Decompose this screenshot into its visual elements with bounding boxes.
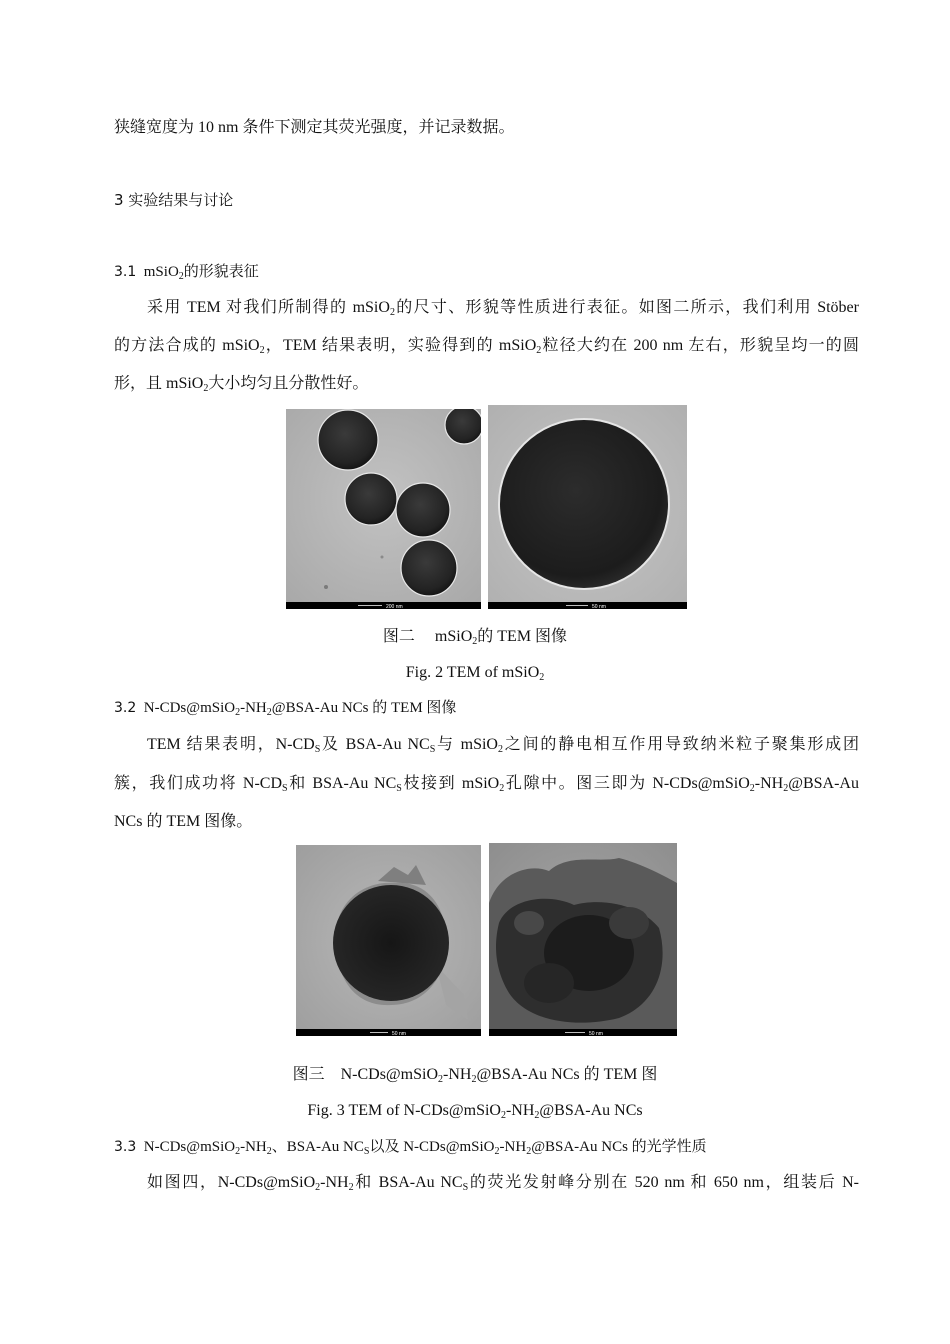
caption-text: 的 TEM 图像	[477, 628, 568, 645]
heading-text: -NH	[240, 1139, 267, 1155]
text: 形，且 mSiO	[114, 375, 204, 392]
section-3-heading	[114, 190, 859, 210]
caption-text: Fig. 3 TEM of N-CDs@mSiO	[307, 1102, 501, 1119]
text: 的荧光发射峰分别在 520 nm 和 650 nm，组装后 N-	[468, 1174, 859, 1191]
subscript: 2	[235, 707, 241, 718]
heading-text: 3 实验结果与讨论	[114, 191, 234, 209]
fig2-tem-image-right	[488, 405, 687, 609]
s33-line-1	[147, 1173, 859, 1193]
subscript: 2	[534, 1110, 540, 1121]
fig2-tem-image-left	[286, 409, 481, 609]
subscript: S	[396, 783, 402, 794]
fig3-tem-image-right	[489, 843, 677, 1036]
fig2-caption-cn	[0, 627, 950, 647]
subscript: 2	[266, 1146, 272, 1157]
caption-text: -NH	[505, 1102, 535, 1119]
text: 与 mSiO	[435, 736, 498, 753]
s32-line-2	[114, 774, 859, 794]
section-number: 3.3	[114, 1139, 137, 1155]
subscript: 2	[389, 307, 395, 318]
text: ，TEM 结果表明，实验得到的 mSiO	[264, 337, 537, 354]
subscript: S	[314, 744, 321, 755]
subscript: 2	[472, 636, 478, 647]
text: -NH	[754, 775, 784, 792]
text: TEM 结果表明，N-CD	[147, 736, 315, 753]
fig3-caption-en	[0, 1101, 950, 1121]
heading-text: 以及 N-CDs@mSiO	[369, 1139, 495, 1155]
s31-line-3	[114, 374, 859, 394]
s31-line-2	[114, 336, 859, 356]
text: 枝接到 mSiO	[401, 775, 500, 792]
text: 及 BSA-Au NC	[320, 736, 430, 753]
heading-text: N-CDs@mSiO	[143, 1139, 236, 1155]
subscript: 2	[348, 1182, 354, 1193]
scale-bar-label: 50 nm	[392, 1031, 406, 1036]
section-3-3-heading	[114, 1137, 859, 1157]
heading-text: @BSA-Au NCs 的 TEM 图像	[271, 700, 457, 716]
subscript: 2	[235, 1146, 241, 1157]
subscript: 2	[536, 345, 542, 356]
caption-text: @BSA-Au NCs	[539, 1102, 643, 1119]
subscript: 2	[266, 707, 272, 718]
subscript: 2	[499, 783, 505, 794]
caption-text: @BSA-Au NCs 的 TEM 图	[476, 1066, 658, 1083]
section-3-1-heading	[114, 262, 859, 282]
text: 大小均匀且分散性好。	[208, 375, 369, 392]
section-number: 3.1	[114, 264, 137, 280]
scale-bar-label: 200 nm	[386, 604, 403, 609]
heading-text: -NH	[240, 700, 267, 716]
subscript: S	[429, 744, 436, 755]
subscript: 2	[178, 271, 184, 282]
text: 的方法合成的 mSiO	[114, 337, 260, 354]
heading-text: -NH	[499, 1139, 527, 1155]
s32-line-3	[114, 812, 859, 832]
heading-text: mSiO	[143, 264, 179, 280]
subscript: 2	[203, 383, 209, 394]
subscript: 2	[498, 744, 503, 755]
text: 的尺寸、形貌等性质进行表征。如图二所示，我们利用 Stöber	[394, 299, 859, 316]
section-3-2-heading	[114, 698, 859, 718]
subscript: 2	[315, 1182, 321, 1193]
text: 和 BSA-Au NC	[353, 1174, 463, 1191]
text: 采用 TEM 对我们所制得的 mSiO	[147, 299, 390, 316]
caption-text: Fig. 2 TEM of mSiO	[405, 664, 540, 681]
subscript: 2	[500, 1110, 506, 1121]
scale-bar-label: 50 nm	[592, 604, 606, 609]
text: @BSA-Au	[788, 775, 859, 792]
section-number: 3.2	[114, 700, 137, 716]
subscript: 2	[749, 783, 755, 794]
fig2-caption-en	[0, 663, 950, 683]
caption-text: 图二 mSiO	[382, 628, 473, 645]
subscript: 2	[494, 1146, 500, 1157]
caption-text: -NH	[443, 1066, 472, 1083]
scale-bar-label: 50 nm	[589, 1031, 603, 1036]
text: 孔隙中。图三即为 N-CDs@mSiO	[504, 775, 750, 792]
paragraph-text: 狭缝宽度为 10 nm 条件下测定其荧光强度，并记录数据。	[114, 119, 515, 136]
fig3-caption-cn	[0, 1065, 950, 1085]
subscript: 2	[526, 1146, 532, 1157]
subscript: 2	[783, 783, 789, 794]
heading-text: N-CDs@mSiO	[143, 700, 236, 716]
subscript: 2	[438, 1074, 443, 1085]
text: 之间的静电相互作用导致纳米粒子聚集形成团	[503, 736, 859, 753]
paragraph-top	[114, 118, 859, 138]
heading-text: 的形貌表征	[183, 264, 259, 280]
heading-text: @BSA-Au NCs 的光学性质	[531, 1139, 707, 1155]
text: 如图四，N-CDs@mSiO	[147, 1174, 316, 1191]
heading-text: 、BSA-Au NC	[271, 1139, 364, 1155]
text: -NH	[320, 1174, 349, 1191]
s32-line-1	[147, 735, 859, 755]
subscript: 2	[539, 672, 545, 683]
s31-line-1	[147, 298, 859, 318]
fig3-tem-image-left	[296, 845, 481, 1036]
text: 簇，我们成功将 N-CD	[114, 775, 283, 792]
subscript: S	[462, 1182, 469, 1193]
subscript: S	[282, 783, 288, 794]
subscript: S	[363, 1146, 370, 1157]
subscript: 2	[471, 1074, 477, 1085]
subscript: 2	[259, 345, 265, 356]
caption-text: 图三 N-CDs@mSiO	[292, 1066, 438, 1083]
text: NCs 的 TEM 图像。	[114, 813, 253, 830]
text: 粒径大约在 200 nm 左右，形貌呈均一的圆	[541, 337, 859, 354]
text: 和 BSA-Au NC	[287, 775, 397, 792]
